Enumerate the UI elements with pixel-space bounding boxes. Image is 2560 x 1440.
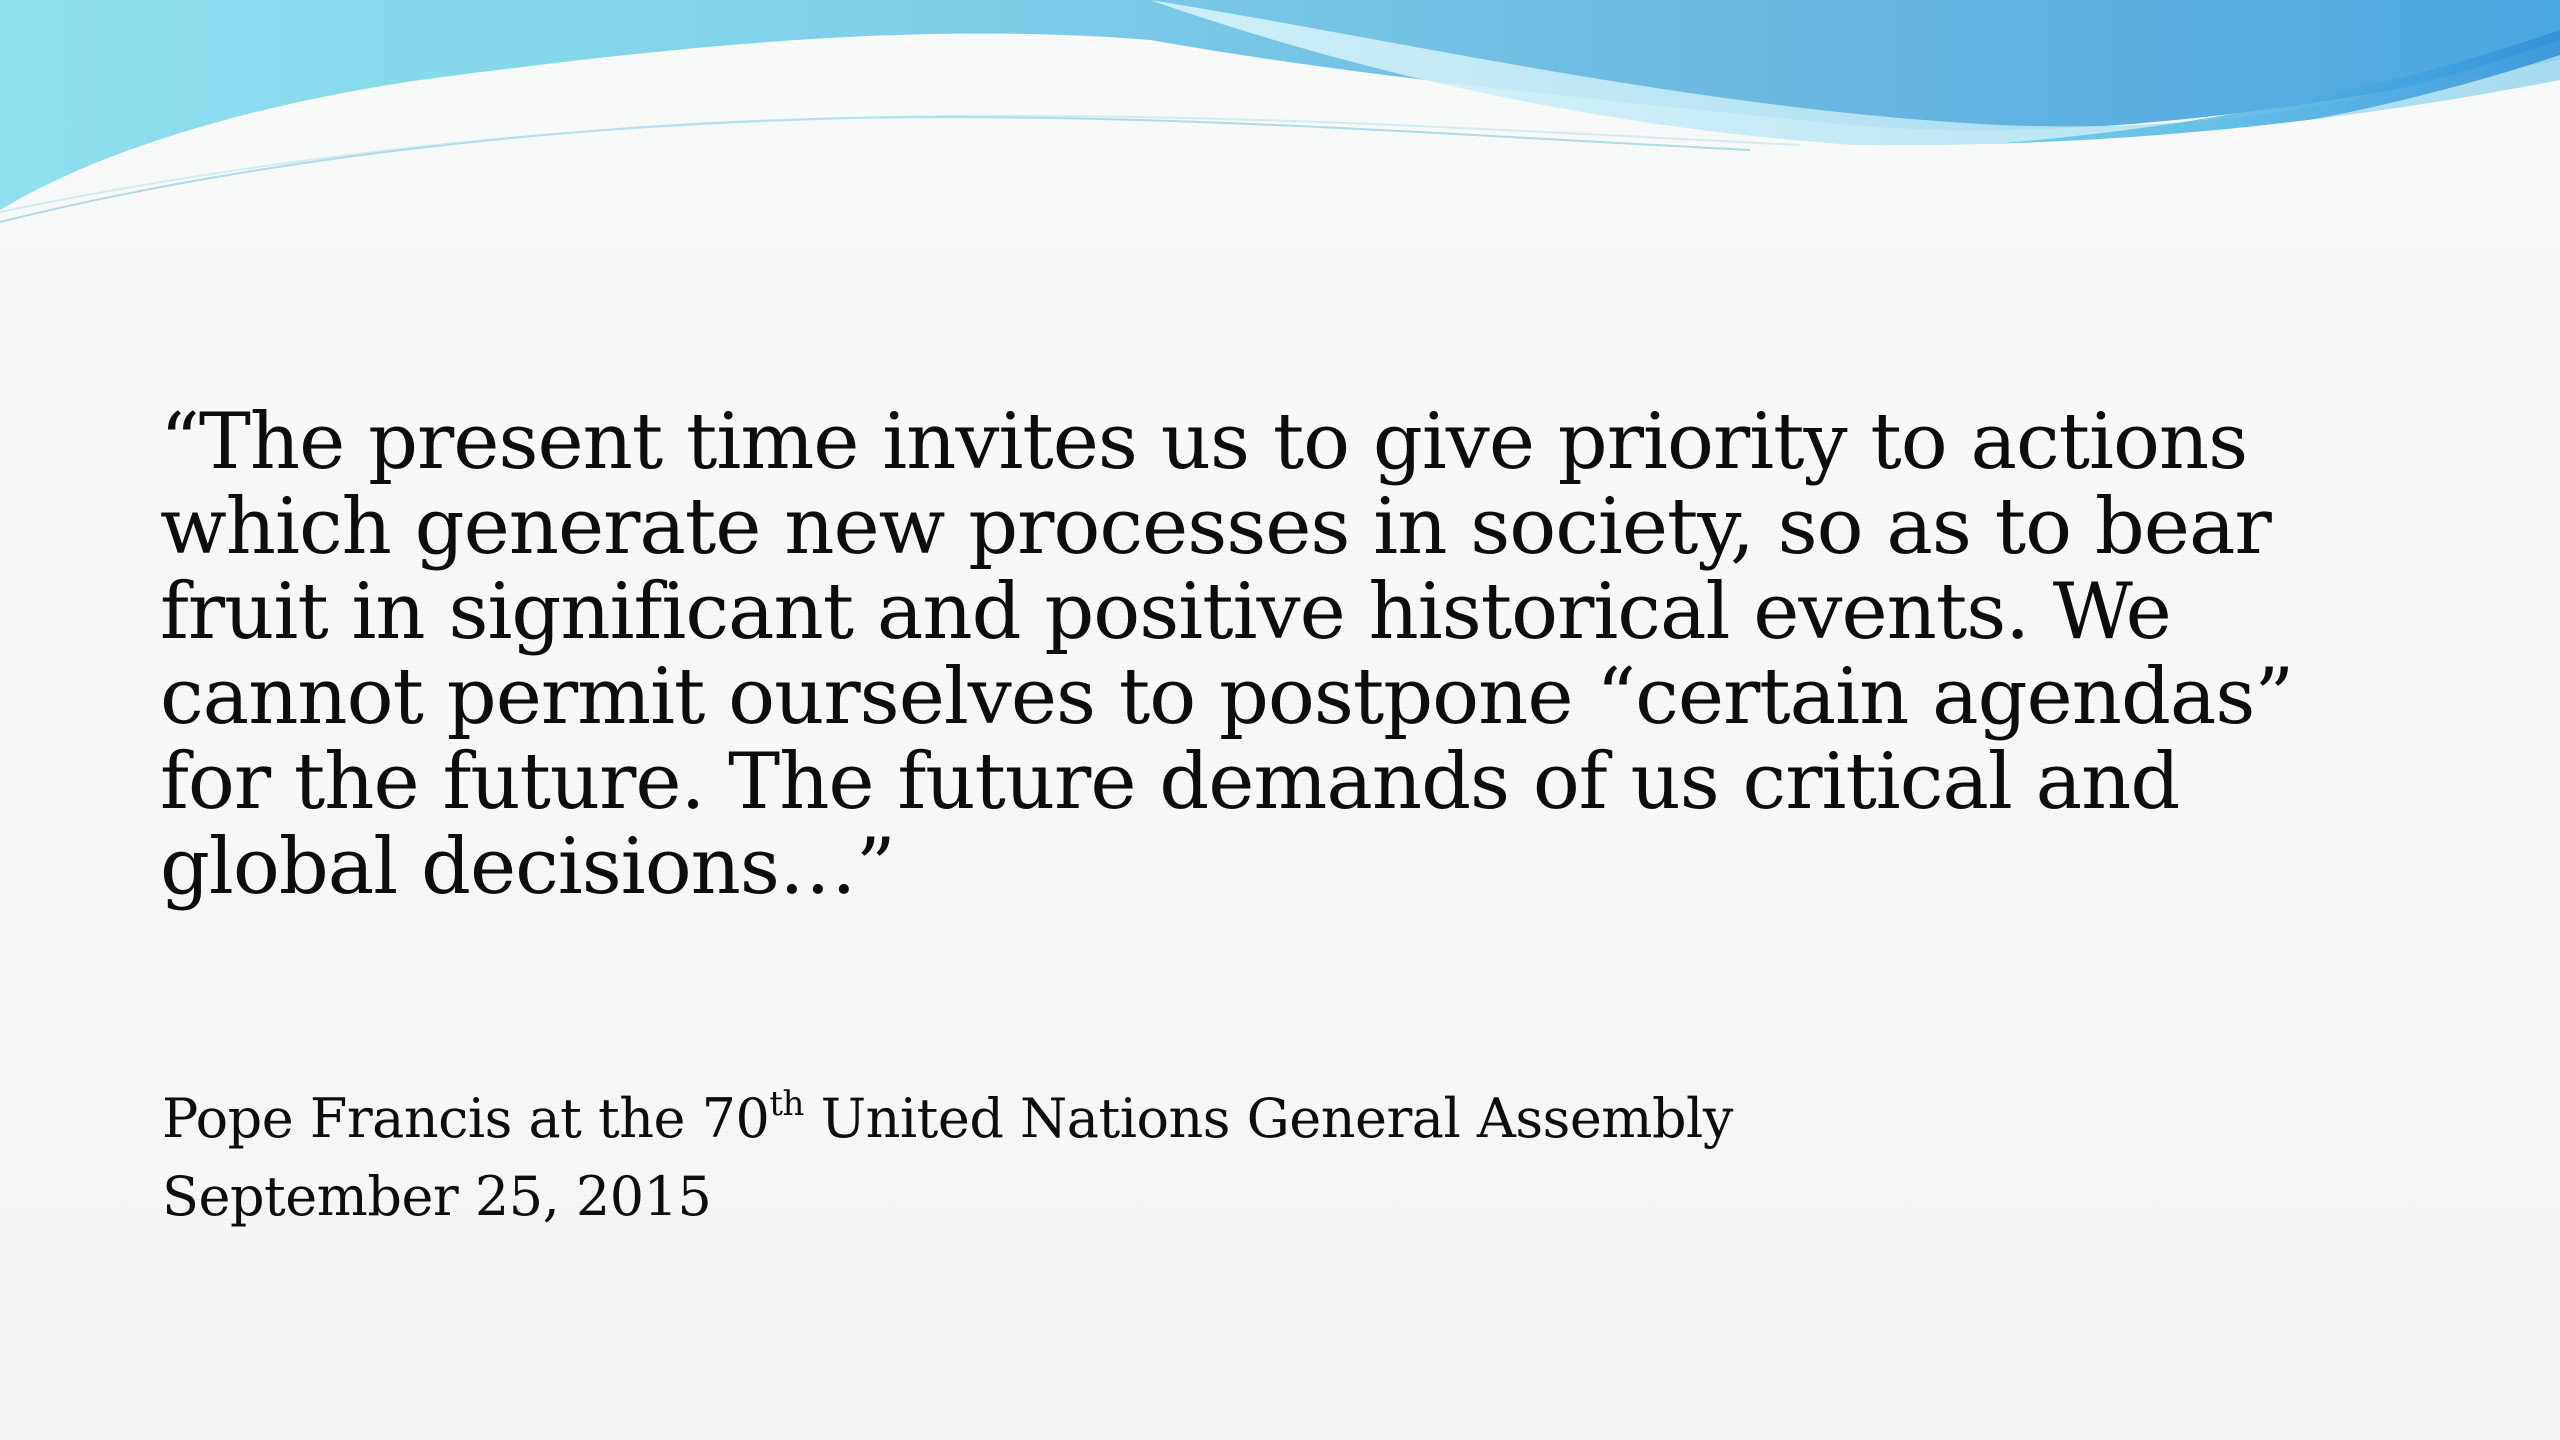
attribution-event: United Nations General Assembly xyxy=(803,1087,1733,1150)
quote-text: “The present time invites us to give priority to actions which generate new processes in society, so as to bear fruit in significant and positive historical events. We cannot permit ourselves to postpone “certain agendas” for the future. The future demands of us critical and global decisions…” xyxy=(160,397,2294,912)
attribution-date: September 25, 2015 xyxy=(162,1165,712,1228)
ordinal-suffix: th xyxy=(769,1084,804,1124)
attribution xyxy=(162,1080,1733,1236)
attribution-prefix: Pope Francis at the 70 xyxy=(162,1087,770,1150)
header-wave-decoration xyxy=(0,0,2560,240)
attribution-speaker xyxy=(162,1080,1733,1158)
